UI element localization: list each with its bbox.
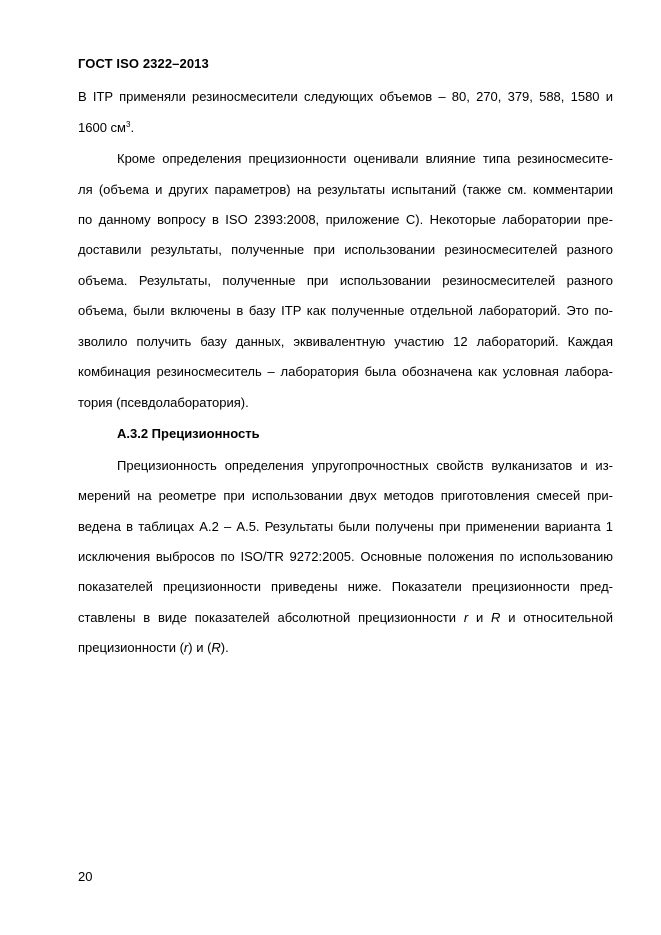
paragraph-3-line-6: [78, 610, 613, 626]
symbol-R: R: [491, 610, 501, 625]
line-6-mid: и: [468, 610, 492, 625]
page-number: 20: [78, 869, 93, 884]
cubic-superscript: 3: [125, 120, 131, 129]
paragraph-2-line-9: тория (псевдолаборатория).: [78, 395, 249, 410]
paragraph-3-line-3: ведена в таблицах А.2 – А.5. Результаты были получены при применении варианта 1: [78, 519, 613, 534]
symbol-r: r: [463, 610, 469, 625]
paragraph-1-line-2-end: .: [130, 120, 135, 135]
section-subheading: А.3.2 Прецизионность: [117, 426, 260, 441]
paragraph-2-line-8: комбинация резиносмеситель – лаборатория была обозначена как условная лабора-: [78, 364, 613, 379]
paragraph-2-line-6: объема, были включены в базу ITP как полученные отдельной лабораторий. Это по-: [78, 303, 613, 318]
symbol-r-relative: r: [183, 640, 189, 655]
paragraph-2-line-3: по данному вопросу в ISO 2393:2008, приложение С). Некоторые лаборатории пре-: [78, 212, 613, 227]
paragraph-1-line-2-text: 1600 см: [78, 120, 126, 135]
paragraph-2-line-1: Кроме определения прецизионности оценивали влияние типа резиносмесите-: [117, 151, 613, 166]
paragraph-1-line-2: [78, 120, 613, 136]
line-6-pre: ставлены в виде показателей абсолютной прецизионности: [78, 610, 464, 625]
symbol-R-relative: R: [211, 640, 221, 655]
line-7-mid: ) и (: [188, 640, 212, 655]
line-6-post: и относительной: [500, 610, 613, 625]
document-header: ГОСТ ISO 2322–2013: [78, 56, 209, 71]
paragraph-3-line-7: [78, 640, 613, 656]
line-7-post: ).: [220, 640, 229, 655]
line-7-pre: прецизионности (: [78, 640, 184, 655]
paragraph-2-line-7: зволило получить базу данных, эквивалентную участию 12 лабораторий. Каждая: [78, 334, 613, 349]
paragraph-2-line-5: объема. Результаты, полученные при использовании резиносмесителей разного: [78, 273, 613, 288]
paragraph-3-line-5: показателей прецизионности приведены ниже. Показатели прецизионности пред-: [78, 579, 613, 594]
paragraph-3-line-2: мерений на реометре при использовании двух методов приготовления смесей при-: [78, 488, 613, 503]
paragraph-2-line-4: доставили результаты, полученные при использовании резиносмесителей разного: [78, 242, 613, 257]
paragraph-2-line-2: ля (объема и других параметров) на результаты испытаний (также см. комментарии: [78, 182, 613, 197]
paragraph-3-line-4: исключения выбросов по ISO/TR 9272:2005. Основные положения по использованию: [78, 549, 613, 564]
paragraph-1-line-1: В ITP применяли резиносмесители следующих объемов – 80, 270, 379, 588, 1580 и: [78, 89, 613, 104]
paragraph-3-line-1: Прецизионность определения упругопрочностных свойств вулканизатов и из-: [117, 458, 613, 473]
